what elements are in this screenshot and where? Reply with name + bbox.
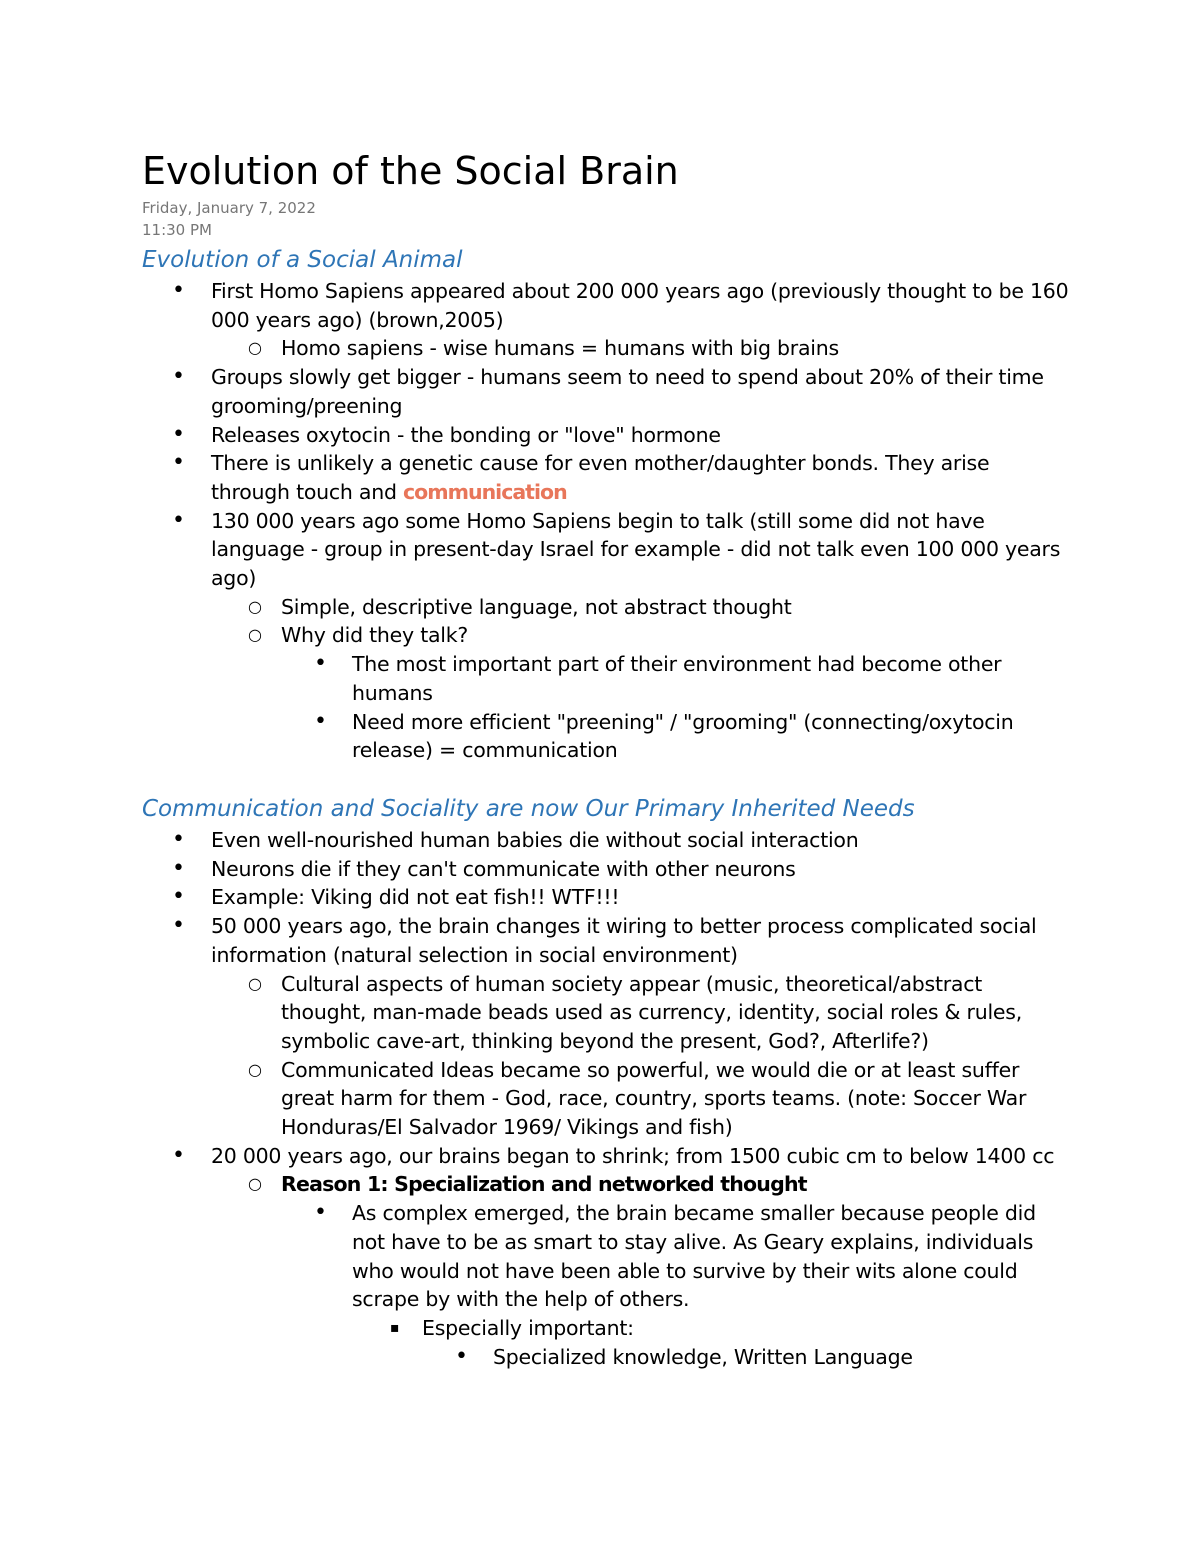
- list-item: [0, 334, 1071, 363]
- list-item: [0, 708, 1072, 765]
- note-date: Friday, January 7, 2022: [142, 199, 316, 217]
- section-list-primary-needs: [0, 826, 1200, 1371]
- list-item: [0, 826, 1071, 855]
- bullet-circle-icon: ○: [248, 338, 262, 358]
- bullet-disc-icon: •: [455, 1343, 468, 1369]
- section-list-social-animal: [0, 277, 1200, 765]
- list-item-text: Especially important:: [422, 1315, 634, 1340]
- list-item: [0, 277, 1071, 334]
- list-item: [0, 883, 1071, 912]
- bullet-disc-icon: •: [172, 421, 185, 447]
- bullet-disc-icon: •: [172, 278, 185, 303]
- bullet-circle-icon: ○: [248, 625, 262, 645]
- bullet-disc-icon: •: [172, 884, 185, 910]
- list-item-text: Cultural aspects of human society appear (music, theoretical/abstract thought, man-made beads used as currency, identity, social roles & rules, symbolic cave-art, thinking beyond the present, God?, Afterlife?): [281, 971, 1022, 1053]
- list-item-text: Releases oxytocin - the bonding or "love" hormone: [211, 422, 721, 447]
- section-heading-social-animal: Evolution of a Social Animal: [142, 247, 463, 273]
- list-item: [0, 1142, 1071, 1171]
- list-item: [0, 421, 1071, 450]
- list-item: [0, 970, 1071, 1056]
- list-item-text: Specialized knowledge, Written Language: [493, 1344, 913, 1369]
- list-item-text: 20 000 years ago, our brains began to shrink; from 1500 cubic cm to below 1400 cc: [211, 1143, 1055, 1168]
- list-item-text: 130 000 years ago some Homo Sapiens begin to talk (still some did not have language - group in present-day Israel for example - did not talk even 100 000 years ago): [211, 508, 1061, 591]
- list-item: [0, 855, 1071, 884]
- bullet-disc-icon: •: [172, 827, 185, 852]
- bullet-circle-icon: ○: [248, 1174, 262, 1194]
- list-item: [0, 621, 1071, 650]
- list-item: [0, 1314, 1072, 1343]
- list-item: [0, 1056, 1071, 1142]
- list-item-text: Communicated Ideas became so powerful, we would die or at least suffer great harm for them - God, race, country, sports teams. (note: Soccer War Honduras/El Salvador 1969/ Vikings and fish): [281, 1057, 1027, 1140]
- bullet-disc-icon: •: [172, 913, 185, 939]
- bullet-disc-icon: •: [314, 651, 327, 677]
- list-item-text: As complex emerged, the brain became smaller because people did not have to be as smart to stay alive. As Geary explains, individuals who would not have been able to survive by their wits alone could scrape by with the help of others.: [352, 1201, 1036, 1312]
- list-item: [0, 593, 1071, 622]
- section-heading-primary-needs: Communication and Sociality are now Our Primary Inherited Needs: [142, 796, 915, 822]
- list-item-text: Reason 1: Specialization and networked thought: [281, 1172, 807, 1197]
- bullet-disc-icon: •: [172, 507, 185, 533]
- bullet-disc-icon: •: [172, 450, 185, 476]
- list-item-text: Need more efficient "preening" / "grooming" (connecting/oxytocin release) = communication: [352, 709, 1014, 763]
- bullet-disc-icon: •: [172, 364, 185, 390]
- list-item-text: First Homo Sapiens appeared about 200 000 years ago (previously thought to be 160 000 years ago) (brown,2005): [211, 279, 1069, 332]
- bullet-circle-icon: ○: [248, 1059, 262, 1079]
- list-item-text: Even well-nourished human babies die without social interaction: [211, 828, 859, 852]
- list-item: [0, 650, 1072, 707]
- list-item-text: The most important part of their environment had become other humans: [352, 652, 1002, 705]
- page-title: Evolution of the Social Brain: [142, 149, 679, 193]
- bullet-square-icon: ▪: [390, 1319, 400, 1336]
- list-item: [0, 1343, 1073, 1372]
- list-item-text: There is unlikely a genetic cause for even mother/daughter bonds. They arise through touch and: [211, 451, 990, 504]
- list-item-text: Why did they talk?: [281, 623, 468, 648]
- list-item-text: Neurons die if they can't communicate with other neurons: [211, 856, 796, 881]
- list-item-text: Homo sapiens - wise humans = humans with big brains: [281, 336, 839, 361]
- bullet-disc-icon: •: [172, 1142, 185, 1168]
- list-item: [0, 912, 1071, 969]
- list-item: [0, 363, 1071, 420]
- bullet-disc-icon: •: [172, 855, 185, 881]
- list-item: [0, 1170, 1071, 1199]
- note-time: 11:30 PM: [142, 221, 212, 239]
- bullet-circle-icon: ○: [248, 973, 262, 993]
- bullet-disc-icon: •: [314, 1200, 327, 1226]
- list-item: [0, 1199, 1072, 1314]
- list-item-text: Simple, descriptive language, not abstract thought: [281, 594, 792, 619]
- list-item: [0, 507, 1071, 593]
- list-item: [0, 449, 1071, 506]
- bullet-disc-icon: •: [314, 708, 327, 734]
- list-item-text: Groups slowly get bigger - humans seem to need to spend about 20% of their time grooming/preening: [211, 365, 1044, 418]
- highlighted-word: communication: [403, 479, 567, 504]
- list-item-text: 50 000 years ago, the brain changes it wiring to better process complicated social information (natural selection in social environment): [211, 914, 1037, 967]
- list-item-text: Example: Viking did not eat fish!! WTF!!!: [211, 885, 620, 910]
- bullet-circle-icon: ○: [248, 596, 262, 616]
